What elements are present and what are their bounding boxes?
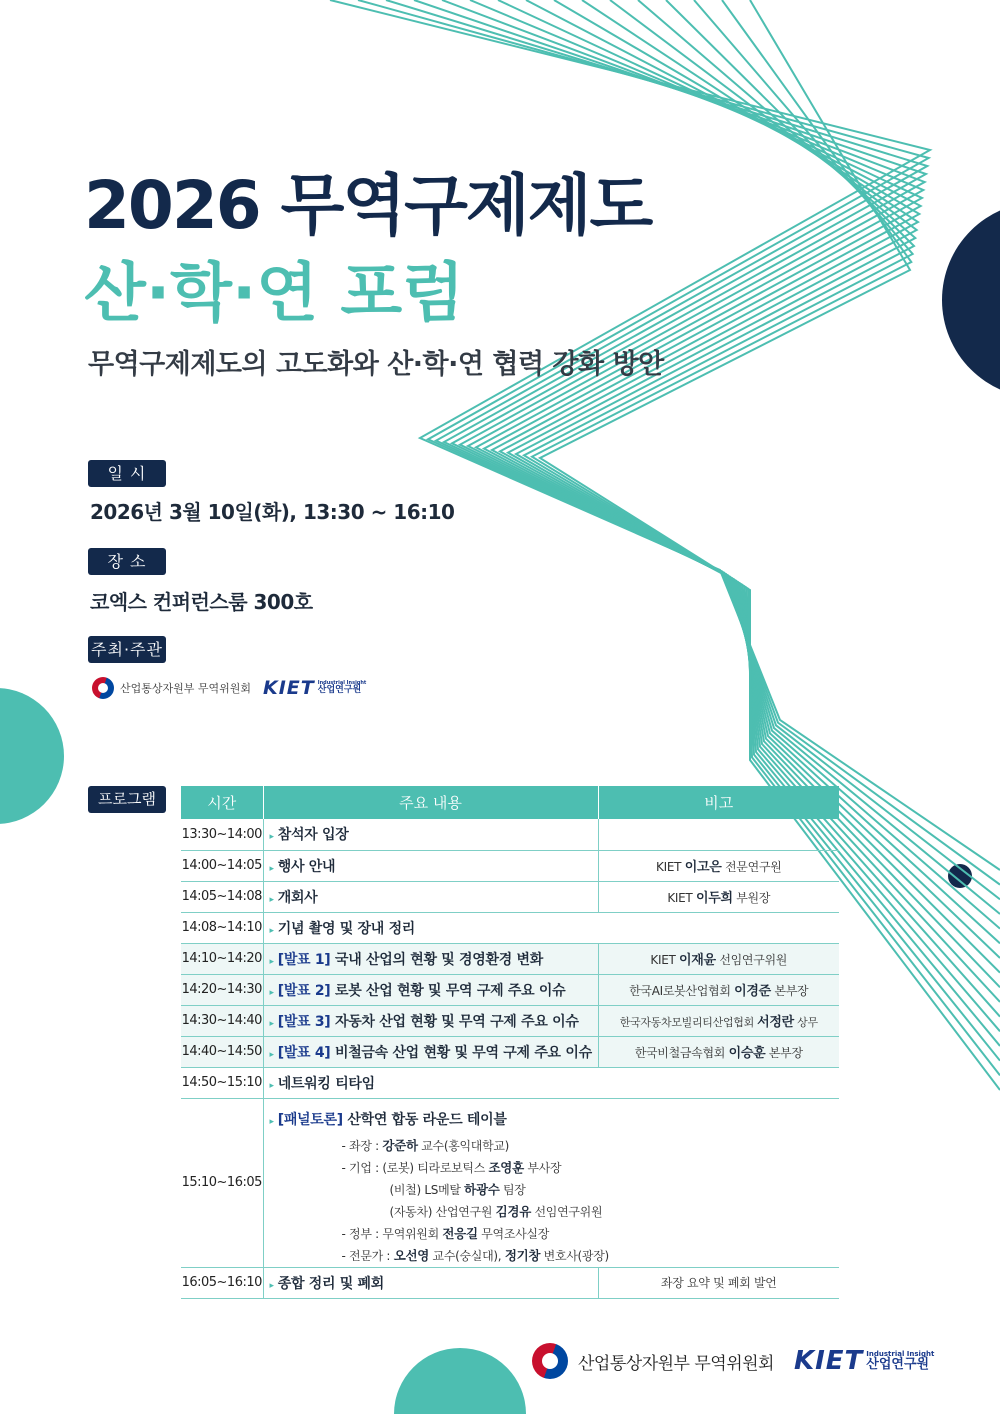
kiet-logo-korean: 산업연구원 <box>866 1357 930 1372</box>
venue-value: 코엑스 컨퍼런스룸 300호 <box>90 590 313 614</box>
program-label: 프로그램 <box>88 786 166 813</box>
host-org-name: 산업통상자원부 무역위원회 <box>120 682 252 695</box>
note-person: 서정란 <box>757 1015 794 1030</box>
note-org: KIET <box>656 860 682 874</box>
row-content-text: 로봇 산업 현황 및 무역 구제 주요 이슈 <box>334 982 566 999</box>
row-content-text: 네트워킹 티타임 <box>277 1075 375 1092</box>
note-org: 한국자동차모빌리티산업협회 <box>619 1016 754 1029</box>
panel-title-text: 산학연 합동 라운드 테이블 <box>347 1111 507 1128</box>
row-time: 14:50~15:10 <box>181 1067 263 1098</box>
note-person: 이재윤 <box>679 953 716 968</box>
row-note <box>598 881 839 912</box>
venue-label: 장 소 <box>88 548 166 575</box>
program-header-row <box>181 786 839 819</box>
note-person: 이경준 <box>734 984 771 999</box>
navy-circle-right <box>942 202 1000 398</box>
row-note <box>598 974 839 1005</box>
header-time: 시간 <box>181 786 263 819</box>
bullet-arrow-icon: ▸ <box>269 1018 274 1029</box>
table-row <box>181 1005 839 1036</box>
event-tagline: 무역구제제도의 고도화와 산·학·연 협력 강화 방안 <box>88 349 664 380</box>
row-note <box>598 850 839 881</box>
panel-industry-2: (비철) LS메탈 하광수 팀장 <box>389 1181 526 1197</box>
teal-circle-left <box>0 688 64 824</box>
kiet-logo-mark: KIET <box>263 677 315 699</box>
panel-government: - 정부 : 무역위원회 전응길 무역조사실장 <box>341 1225 549 1241</box>
row-content <box>263 1036 598 1067</box>
row-note <box>598 819 839 850</box>
row-time: 14:40~14:50 <box>181 1036 263 1067</box>
row-content-text: 개회사 <box>277 889 318 906</box>
row-content <box>263 881 598 912</box>
kiet-logo-mark: KIET <box>793 1346 864 1376</box>
date-label: 일 시 <box>88 460 166 487</box>
bullet-arrow-icon: ▸ <box>269 1280 274 1291</box>
kiet-logo <box>794 1346 934 1376</box>
event-title: 2026 무역구제제도 <box>84 167 652 244</box>
kiet-logo-english: Industrial Insight <box>317 680 367 686</box>
panel-industry-3: (자동차) 산업연구원 김경유 선임연구위원 <box>389 1203 603 1219</box>
bullet-arrow-icon: ▸ <box>269 832 274 843</box>
row-time: 14:30~14:40 <box>181 1005 263 1036</box>
table-row <box>181 850 839 881</box>
bullet-arrow-icon: ▸ <box>269 863 274 874</box>
row-content-text: 기념 촬영 및 장내 정리 <box>277 920 416 937</box>
bullet-arrow-icon: ▸ <box>269 1116 274 1127</box>
table-row <box>181 912 839 943</box>
note-title: 본부장 <box>774 984 809 998</box>
row-content <box>263 1067 839 1098</box>
row-note <box>598 1005 839 1036</box>
presentation-number: [발표 3] <box>277 1013 331 1030</box>
row-content <box>263 912 839 943</box>
row-content <box>263 1267 598 1298</box>
teal-circle-bottom <box>394 1348 526 1414</box>
taegeuk-emblem-icon <box>92 677 114 699</box>
teal-zigzag-line <box>330 0 1000 870</box>
row-content-text: 종합 정리 및 폐회 <box>277 1275 385 1292</box>
kiet-logo <box>263 677 366 699</box>
taegeuk-emblem-icon <box>532 1343 568 1379</box>
kiet-logo-english: Industrial Insight <box>866 1350 935 1358</box>
row-content-text: 국내 산업의 현황 및 경영환경 변화 <box>334 951 543 968</box>
row-time: 14:20~14:30 <box>181 974 263 1005</box>
row-content-text: 자동차 산업 현황 및 무역 구제 주요 이슈 <box>334 1013 579 1030</box>
note-org: 한국비철금속협회 <box>634 1046 726 1060</box>
table-row <box>181 1067 839 1098</box>
row-time: 15:10~16:05 <box>181 1098 263 1267</box>
panel-experts: - 전문가 : 오선영 교수(숭실대), 정기창 변호사(광장) <box>341 1247 609 1263</box>
presentation-number: [발표 4] <box>277 1044 331 1061</box>
table-row <box>181 881 839 912</box>
program-table <box>181 786 839 1299</box>
row-note <box>598 1036 839 1067</box>
row-content <box>263 819 598 850</box>
note-title: 본부장 <box>768 1046 803 1060</box>
hosts-logos <box>92 673 366 703</box>
table-row <box>181 1036 839 1067</box>
row-content <box>263 974 598 1005</box>
table-row-panel <box>181 1098 839 1267</box>
table-row <box>181 1267 839 1298</box>
panel-title <box>270 1109 840 1129</box>
note-title: 전문연구원 <box>724 860 782 874</box>
note-title: 상무 <box>797 1016 818 1029</box>
row-note: 좌장 요약 및 폐회 발언 <box>598 1267 839 1298</box>
note-org: 한국AI로봇산업협회 <box>629 984 731 998</box>
row-content-text: 비철금속 산업 현황 및 무역 구제 주요 이슈 <box>334 1044 592 1061</box>
event-subtitle: 산·학·연 포럼 <box>84 257 465 331</box>
footer-logos <box>532 1338 934 1384</box>
header-note: 비고 <box>598 786 839 819</box>
row-time: 13:30~14:00 <box>181 819 263 850</box>
kiet-logo-korean: 산업연구원 <box>317 685 362 695</box>
note-person: 이고은 <box>684 860 722 875</box>
row-time: 14:08~14:10 <box>181 912 263 943</box>
presentation-number: [발표 2] <box>277 982 331 999</box>
header-content: 주요 내용 <box>263 786 598 819</box>
hosts-label: 주최·주관 <box>88 636 166 663</box>
bullet-arrow-icon: ▸ <box>269 956 274 967</box>
bullet-arrow-icon: ▸ <box>269 925 274 936</box>
bullet-arrow-icon: ▸ <box>269 1049 274 1060</box>
date-value: 2026년 3월 10일(화), 13:30 ~ 16:10 <box>90 500 455 524</box>
row-content-text: 행사 안내 <box>277 858 336 875</box>
row-time: 16:05~16:10 <box>181 1267 263 1298</box>
presentation-number: [발표 1] <box>277 951 331 968</box>
bullet-arrow-icon: ▸ <box>269 1080 274 1091</box>
table-row <box>181 819 839 850</box>
row-note <box>598 943 839 974</box>
note-person: 이두희 <box>695 891 733 906</box>
row-content <box>263 1005 598 1036</box>
note-org: KIET <box>667 891 693 905</box>
panel-tag: [패널토론] <box>277 1111 343 1128</box>
row-time: 14:05~14:08 <box>181 881 263 912</box>
row-content <box>263 943 598 974</box>
bullet-arrow-icon: ▸ <box>269 894 274 905</box>
teal-zigzag-line <box>386 0 1000 899</box>
panel-content <box>263 1098 839 1267</box>
row-content-text: 참석자 입장 <box>277 827 349 844</box>
table-row <box>181 974 839 1005</box>
row-time: 14:00~14:05 <box>181 850 263 881</box>
note-person: 이승훈 <box>728 1046 766 1061</box>
panel-participants <box>270 1135 840 1267</box>
row-content <box>263 850 598 881</box>
note-title: 부원장 <box>736 891 771 905</box>
note-title: 선임연구위원 <box>719 953 788 967</box>
footer-org-name: 산업통상자원부 무역위원회 <box>578 1353 774 1374</box>
note-org: KIET <box>650 953 676 967</box>
row-time: 14:10~14:20 <box>181 943 263 974</box>
panel-industry-1: - 기업 : (로봇) 티라로보틱스 조영훈 부사장 <box>341 1159 562 1175</box>
panel-chair: - 좌장 : 강준하 교수(홍익대학교) <box>341 1137 510 1153</box>
table-row <box>181 943 839 974</box>
bullet-arrow-icon: ▸ <box>269 987 274 998</box>
